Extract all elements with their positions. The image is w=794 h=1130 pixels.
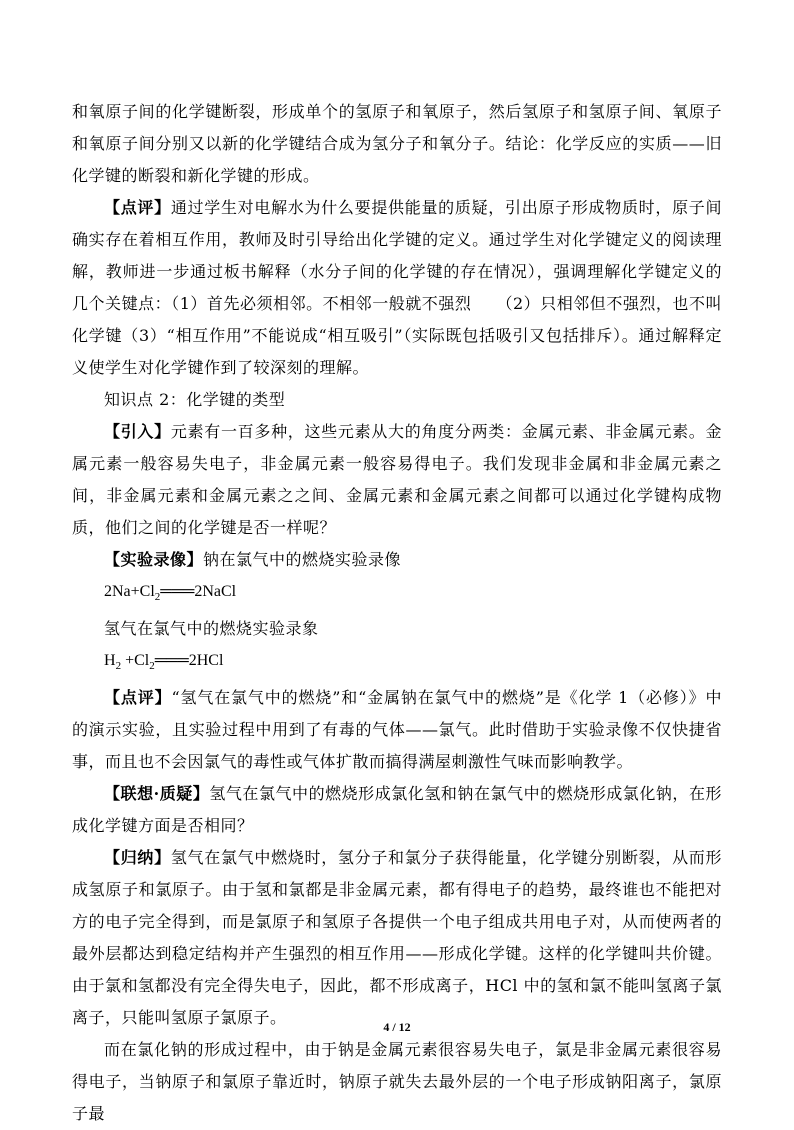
knowledge-point-heading: 知识点 2：化学键的类型 [104,390,286,409]
question-tag: 【联想·质疑】 [104,784,210,804]
comment2-text: “氢气在氯气中的燃烧”和“金属钠在氯气中的燃烧”是《化学 1（必修）》中的演示实验，且实验过程中用到了有毒的气体——氯气。此时借助于实验录像不仅快捷省事，而且也不会因氯气的毒性或气体扩散而搞得满屋刺激性气味而影响教学。 [72,688,722,772]
equation-hydrogen-chlorine: $H_2$ $+Cl_2═══2HCl$ [104,652,224,673]
video-paragraph [72,544,722,576]
comment-paragraph [72,192,722,384]
page-number: 4 / 12 [383,1020,411,1034]
video-text: 钠在氯气中的燃烧实验录像 [203,550,402,569]
question-paragraph [72,778,722,842]
question-text: 氢气在氯气中的燃烧形成氯化氢和钠在氯气中的燃烧形成氯化钠，在形成化学键方面是否相同？ [72,784,722,836]
comment-text: 通过学生对电解水为什么要提供能量的质疑，引出原子形成物质时，原子间确实存在着相互作用，教师及时引导给出化学键的定义。通过学生对化学键定义的阅读理解，教师进一步通过板书解释（水分子间的化学键的存在情况），强调理解化学键定义的几个关键点：（1）首先必须相邻。不相邻一般就不强烈 （2）只相邻但不强烈，也不叫化学键（3）“相互作用”不能说成“相互吸引”（实际既包括吸引又包括排斥）。通过解释定义使学生对化学键作到了较深刻的理解。 [72,198,722,377]
video-tag: 【实验录像】 [104,550,204,569]
paragraph-continuation: 和氧原子间的化学键断裂，形成单个的氢原子和氧原子，然后氢原子和氢原子间、氧原子和氧原子间分别又以新的化学键结合成为氢分子和氧分子。结论：化学反应的实质——旧化学键的断裂和新化学键的形成。 [72,102,722,185]
document-body [72,96,722,1130]
intro-paragraph [72,416,722,544]
intro-text: 元素有一百多种，这些元素从大的角度分两类：金属元素、非金属元素。金属元素一般容易失电子，非金属元素一般容易得电子。我们发现非金属和非金属元素之间，非金属元素和金属元素之之间、金属元素和金属元素之间都可以通过化学键构成物质，他们之间的化学键是否一样呢？ [72,422,722,537]
summary-paragraph [72,842,722,1034]
final-paragraph: 而在氯化钠的形成过程中，由于钠是金属元素很容易失电子，氯是非金属元素很容易得电子，当钠原子和氯原子靠近时，钠原子就失去最外层的一个电子形成钠阳离子，氯原子最 [72,1040,722,1124]
comment2-paragraph [72,682,722,778]
summary-text: 氢气在氯气中燃烧时，氢分子和氯分子获得能量，化学键分别断裂，从而形成氢原子和氯原子。由于氢和氯都是非金属元素，都有得电子的趋势，最终谁也不能把对方的电子完全得到，而是氯原子和氢原子各提供一个电子组成共用电子对，从而使两者的最外层都达到稳定结构并产生强烈的相互作用——形成化学键。这样的化学键叫共价键。由于氯和氢都没有完全得失电子，因此，都不形成离子，HCl 中的氢和氯不能叫氢离子氯离子，只能叫氢原子氯原子。 [72,848,722,1028]
comment2-tag: 【点评】 [104,688,172,708]
intro-tag: 【引入】 [104,422,171,441]
comment-tag: 【点评】 [104,198,171,217]
summary-tag: 【归纳】 [104,848,171,868]
video2-text: 氢气在氯气中的燃烧实验录象 [104,619,319,639]
equation-sodium-chlorine: $2Na+Cl_2═══2NaCl$ [104,583,237,604]
